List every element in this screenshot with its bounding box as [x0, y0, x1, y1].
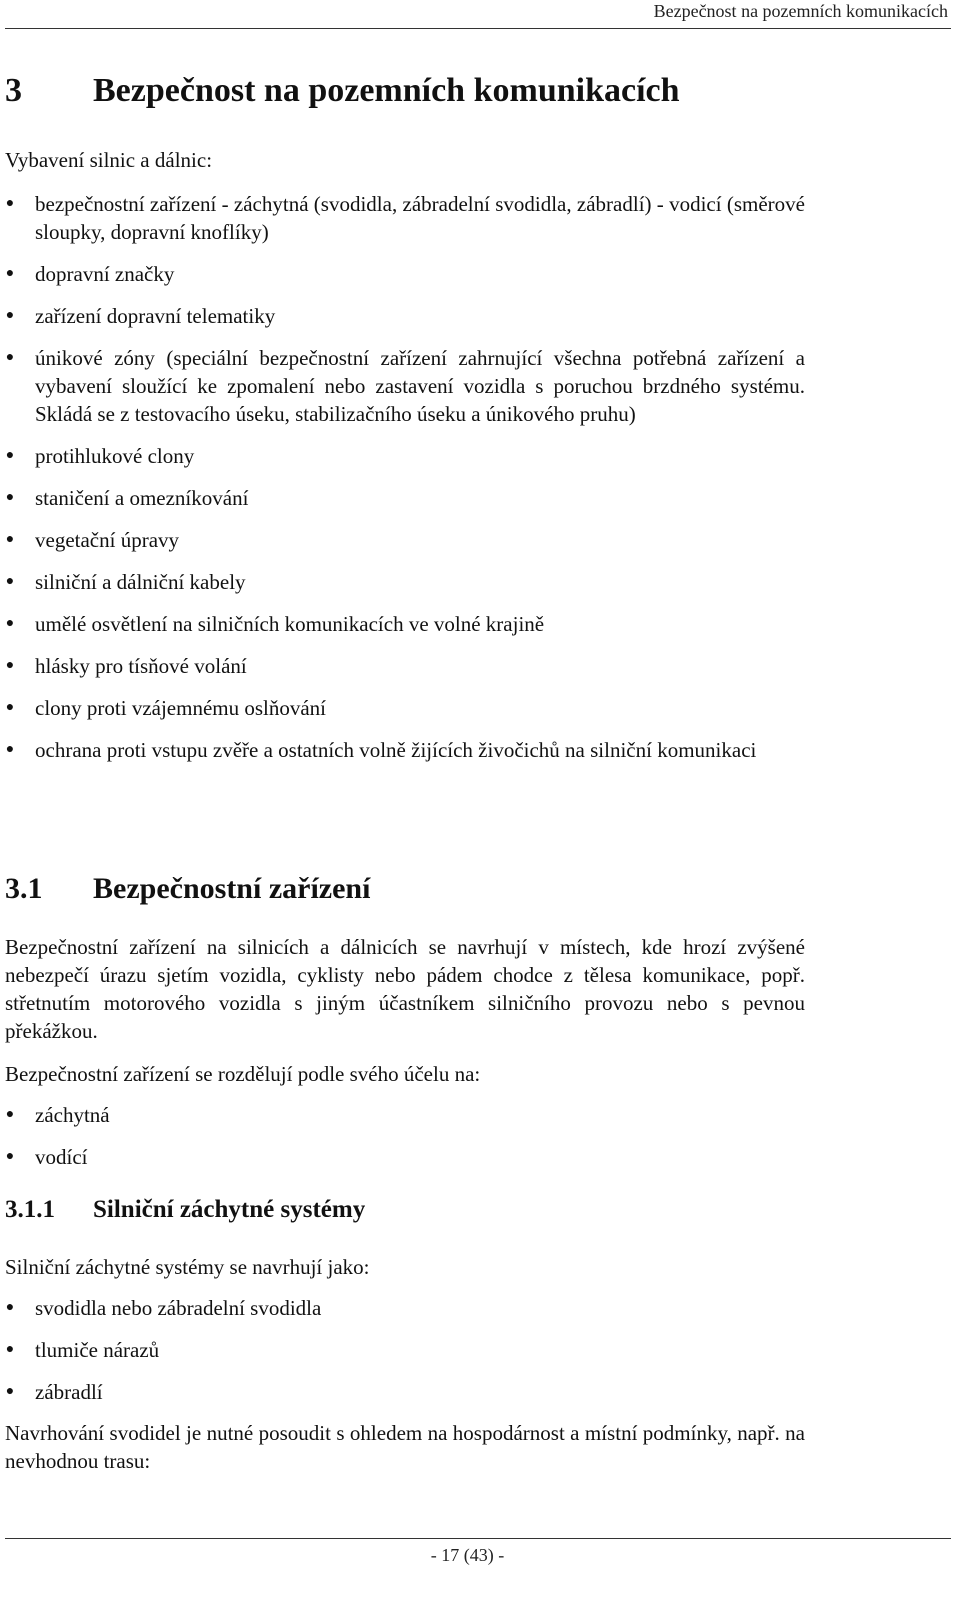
- list-item: [5, 442, 805, 470]
- list-item-text: clony proti vzájemnému oslňování: [35, 696, 327, 720]
- list-item: [5, 484, 805, 512]
- list-item: [5, 568, 805, 596]
- bullet-icon: ●: [5, 350, 15, 365]
- footer-rule: [5, 1538, 951, 1539]
- bullet-icon: ●: [5, 448, 15, 463]
- list-item: [5, 526, 805, 554]
- bullet-icon: ●: [5, 574, 15, 589]
- bullet-icon: ●: [5, 658, 15, 673]
- list-item-text: silniční a dálniční kabely: [35, 570, 246, 594]
- section-heading: [5, 872, 370, 906]
- list-item-text: ochrana proti vstupu zvěře a ostatních volně žijících živočichů na silniční komunikaci: [35, 738, 757, 762]
- bullet-icon: ●: [5, 1107, 15, 1122]
- list-item-text: únikové zóny (speciální bezpečnostní zařízení zahrnující všechna potřebná zařízení a vybavení sloužící ke zpomalení nebo zastavení vozidla s poruchou brzdného systému. Skládá se z testovacího úseku, stabilizačního úseku a únikového pruhu): [35, 346, 805, 426]
- list-item: [5, 260, 805, 288]
- list-item: [5, 190, 805, 246]
- list-item: [5, 1378, 805, 1406]
- list-item-text: dopravní značky: [35, 262, 175, 286]
- subsection-paragraph-1: Silniční záchytné systémy se navrhují jako:: [5, 1255, 370, 1279]
- chapter-number: 3: [5, 72, 22, 109]
- list-item: [5, 694, 805, 722]
- header-rule: [5, 28, 951, 29]
- list-item-text: bezpečnostní zařízení - záchytná (svodidla, zábradelní svodidla, zábradlí) - vodicí (směrové sloupky, dopravní knoflíky): [35, 192, 805, 244]
- list-item-text: hlásky pro tísňové volání: [35, 654, 247, 678]
- list-item-text: vegetační úpravy: [35, 528, 180, 552]
- list-item: [5, 344, 805, 428]
- list-item: [5, 302, 805, 330]
- bullet-icon: ●: [5, 616, 15, 631]
- bullet-icon: ●: [5, 308, 15, 323]
- list-item-text: zařízení dopravní telematiky: [35, 304, 276, 328]
- subsection-heading: [5, 1196, 365, 1224]
- list-item-text: vodící: [35, 1145, 88, 1169]
- subsection-number: 3.1.1: [5, 1196, 55, 1223]
- list-item: [5, 1294, 805, 1322]
- bullet-icon: ●: [5, 742, 15, 757]
- list-item: [5, 1336, 805, 1364]
- bullet-icon: ●: [5, 1384, 15, 1399]
- bullet-icon: ●: [5, 196, 15, 211]
- bullet-icon: ●: [5, 1149, 15, 1164]
- bullet-icon: ●: [5, 1300, 15, 1315]
- barrier-system-list: [5, 1294, 805, 1420]
- running-header: Bezpečnost na pozemních komunikacích: [653, 1, 948, 21]
- list-item-text: tlumiče nárazů: [35, 1338, 160, 1362]
- intro-paragraph: Vybavení silnic a dálnic:: [5, 148, 213, 172]
- page-number: - 17 (43) -: [430, 1545, 505, 1565]
- bullet-icon: ●: [5, 490, 15, 505]
- list-item: [5, 652, 805, 680]
- subsection-title: Silniční záchytné systémy: [93, 1196, 366, 1223]
- list-item-text: umělé osvětlení na silničních komunikacích ve volné krajině: [35, 612, 545, 636]
- section-paragraph-1: Bezpečnostní zařízení na silnicích a dálnicích se navrhují v místech, kde hrozí zvýšené nebezpečí úrazu sjetím vozidla, cyklisty nebo pádem chodce z tělesa komunikace, popř. střetnutím motorového vozidla s jiným účastníkem silničního provozu nebo s pevnou překážkou.: [5, 935, 805, 1043]
- list-item: [5, 610, 805, 638]
- bullet-icon: ●: [5, 266, 15, 281]
- section-title: Bezpečnostní zařízení: [93, 872, 371, 905]
- chapter-heading: [5, 72, 680, 110]
- list-item: [5, 1101, 805, 1129]
- equipment-list: [5, 190, 805, 778]
- list-item: [5, 736, 805, 764]
- bullet-icon: ●: [5, 700, 15, 715]
- purpose-list: [5, 1101, 805, 1185]
- chapter-title: Bezpečnost na pozemních komunikacích: [93, 72, 680, 109]
- bullet-icon: ●: [5, 532, 15, 547]
- list-item-text: protihlukové clony: [35, 444, 195, 468]
- section-number: 3.1: [5, 872, 43, 905]
- bullet-icon: ●: [5, 1342, 15, 1357]
- list-item-text: svodidla nebo zábradelní svodidla: [35, 1296, 322, 1320]
- list-item-text: záchytná: [35, 1103, 110, 1127]
- section-paragraph-2: Bezpečnostní zařízení se rozdělují podle svého účelu na:: [5, 1062, 481, 1086]
- list-item-text: zábradlí: [35, 1380, 103, 1404]
- list-item: [5, 1143, 805, 1171]
- subsection-paragraph-2: Navrhování svodidel je nutné posoudit s ohledem na hospodárnost a místní podmínky, např. na nevhodnou trasu:: [5, 1421, 805, 1473]
- list-item-text: staničení a omezníkování: [35, 486, 249, 510]
